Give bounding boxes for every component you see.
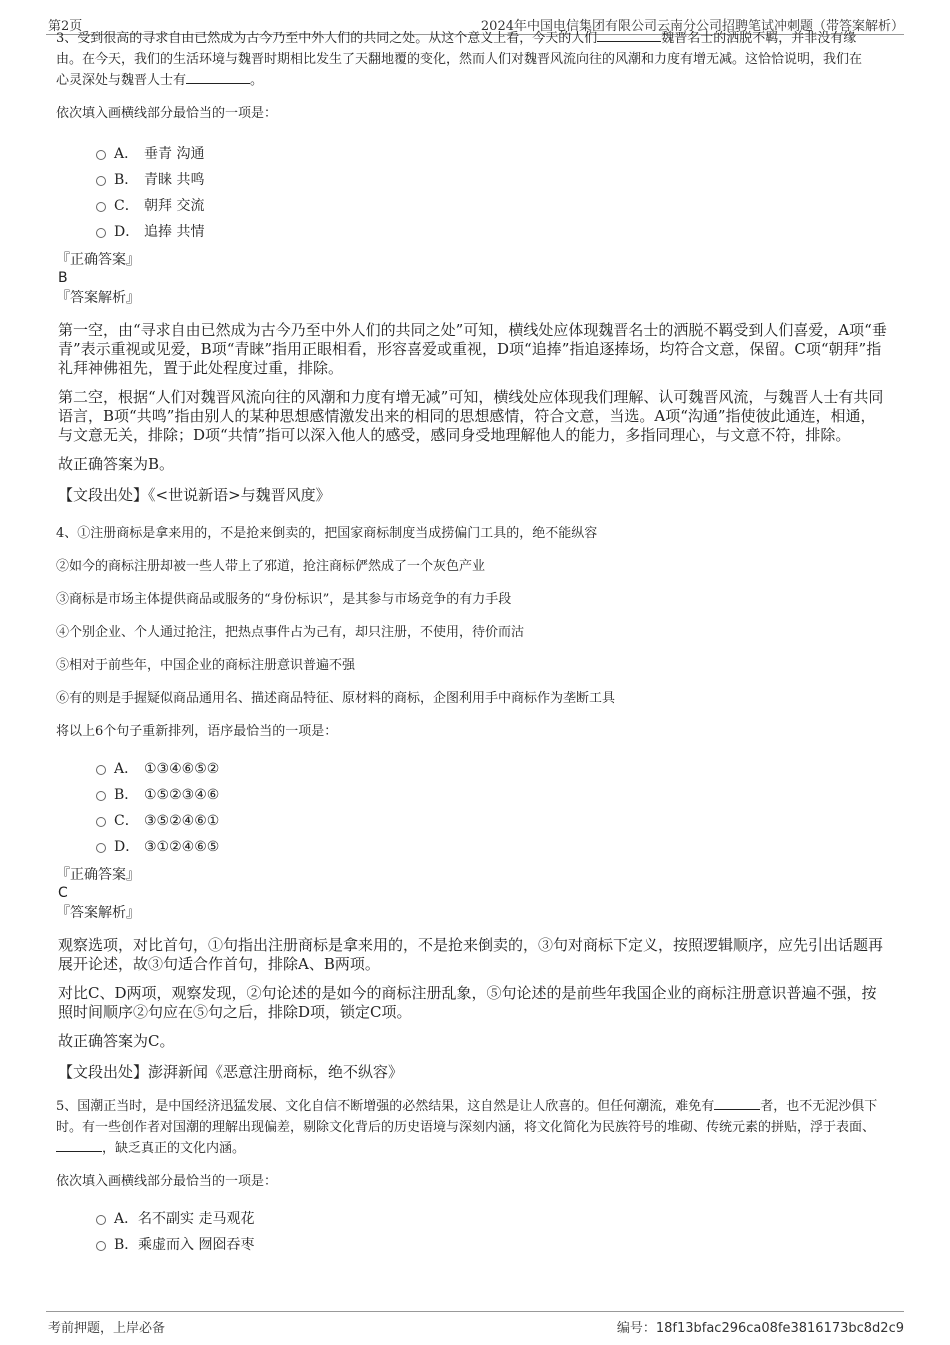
- q4-source: 【文段出处】澎湃新闻《恶意注册商标，绝不纵容》: [58, 1063, 404, 1081]
- document-code: [617, 1317, 904, 1336]
- q5-option-b[interactable]: [96, 1232, 890, 1258]
- q3-analysis-label: 『答案解析』: [56, 290, 140, 306]
- page-content: [56, 31, 890, 1258]
- q3-analysis-conclusion: 故正确答案为B。: [58, 455, 175, 473]
- q3-analysis-para-2: 第二空，根据“人们对魏晋风流向往的风潮和力度有增无减”可知，横线处应体现我们理解、认可魏晋风流，与魏晋人士有共同语言，B项“共鸣”指由别人的某种思想感情激发出来的相同的思想感情，符合文意，当选。A项“沟通”指使彼此通连，相通，与文意无关，排除；D项“共情”指可以深入他人的感受，感同身受地理解他人的能力，多指同理心，与文意不符，排除。: [58, 388, 884, 444]
- question-5: [56, 1096, 890, 1258]
- radio-button[interactable]: [96, 843, 106, 853]
- q4-sentence-2: ②如今的商标注册却被一些人带上了邪道，抢注商标俨然成了一个灰色产业: [56, 559, 486, 574]
- option-text: ①③④⑥⑤②: [144, 761, 220, 777]
- radio-button[interactable]: [96, 1241, 106, 1251]
- q3-stem-end: 。: [250, 73, 264, 88]
- q3-blank-1: [597, 29, 661, 42]
- q3-option-a[interactable]: [96, 141, 890, 167]
- document-code-label: 编号：: [616, 1321, 656, 1336]
- q3-stem-line1: 3、受到很高的寻求自由已然成为古今乃至中外人们的共同之处。从这个意义上看，今天的人们: [56, 31, 598, 46]
- option-letter: A．: [114, 1211, 139, 1227]
- q4-sentence-3: ③商标是市场主体提供商品或服务的“身份标识”，是其参与市场竞争的有力手段: [56, 592, 512, 607]
- option-text: 追捧 共情: [144, 224, 205, 240]
- q4-analysis-para-1: 观察选项，对比首句，①句指出注册商标是拿来用的，不是抢来倒卖的，③句对商标下定义，按照逻辑顺序，应先引出话题再展开论述，故③句适合作首句，排除A、B两项。: [58, 936, 884, 973]
- q3-option-d[interactable]: [96, 219, 890, 245]
- q3-stem: [56, 28, 890, 91]
- q5-blank-1: [714, 1097, 760, 1110]
- q4-option-b[interactable]: [96, 782, 890, 808]
- q5-stem-part-2: 者，也不无泥沙俱下时。有一些创作者对国潮的理解出现偏差，剔除文化背后的历史语境与深刻内涵，将文化简化为民族符号的堆砌、传统元素的拼贴，浮于表面、: [56, 1099, 878, 1135]
- q4-option-d[interactable]: [96, 834, 890, 860]
- page-number: 第2页: [48, 19, 83, 34]
- q5-option-a[interactable]: [96, 1206, 890, 1232]
- q4-analysis-label: 『答案解析』: [56, 905, 140, 921]
- option-text: 名不副实 走马观花: [138, 1211, 255, 1227]
- q3-stem-line1-after: 魏晋名士的洒脱不羁，并非没有缘: [661, 31, 857, 46]
- q5-options: [96, 1206, 890, 1258]
- document-code-value: 18f13bfac296ca08fe3816173bc8d2c9: [655, 1321, 904, 1336]
- option-text: 青睐 共鸣: [144, 172, 205, 188]
- radio-button[interactable]: [96, 176, 106, 186]
- option-letter: B．: [114, 172, 139, 188]
- q3-answer-label: 『正确答案』: [56, 252, 140, 268]
- radio-button[interactable]: [96, 228, 106, 238]
- option-text: 乘虚而入 囫囵吞枣: [138, 1237, 255, 1253]
- q4-answer-label: 『正确答案』: [56, 867, 140, 883]
- q4-option-a[interactable]: [96, 756, 890, 782]
- q4-sentence-4: ④个别企业、个人通过抢注，把热点事件占为己有，却只注册，不使用，待价而沽: [56, 625, 525, 640]
- q5-blank-2: [56, 1139, 102, 1152]
- q3-source: 【文段出处】《<世说新语>与魏晋风度》: [58, 486, 331, 504]
- option-text: 朝拜 交流: [144, 198, 205, 214]
- radio-button[interactable]: [96, 150, 106, 160]
- radio-button[interactable]: [96, 791, 106, 801]
- q4-options: [96, 756, 890, 860]
- option-letter: D．: [114, 839, 140, 855]
- q5-prompt: 依次填入画横线部分最恰当的一项是：: [56, 1174, 278, 1189]
- q4-option-c[interactable]: [96, 808, 890, 834]
- option-text: 垂青 沟通: [144, 146, 205, 162]
- option-letter: A．: [114, 146, 139, 162]
- option-letter: A．: [114, 761, 139, 777]
- option-letter: D．: [114, 224, 140, 240]
- q3-answer: B: [58, 270, 68, 286]
- option-text: ①⑤②③④⑥: [144, 787, 220, 803]
- q3-option-b[interactable]: [96, 167, 890, 193]
- radio-button[interactable]: [96, 765, 106, 775]
- q3-analysis-para-1: 第一空，由“寻求自由已然成为古今乃至中外人们的共同之处”可知，横线处应体现魏晋名士的洒脱不羁受到人们喜爱，A项“垂青”表示重视或见爱，B项“青睐”指用正眼相看，形容喜爱或重视，D项“追捧”指追逐捧场，均符合文意，保留。C项“朝拜”指礼拜神佛祖先，置于此处程度过重，排除。: [58, 321, 887, 377]
- q4-sentence-6: ⑥有的则是手握疑似商品通用名、描述商品特征、原材料的商标，企图利用手中商标作为垄断工具: [56, 691, 616, 706]
- radio-button[interactable]: [96, 202, 106, 212]
- q3-prompt: 依次填入画横线部分最恰当的一项是：: [56, 106, 278, 121]
- q3-stem-line2: 由。在今天，我们的生活环境与魏晋时期相比发生了天翻地覆的变化，然而人们对魏晋风流向往的风潮和力度有增无减。这恰恰说明，我们在: [56, 52, 863, 67]
- option-letter: B．: [114, 1237, 139, 1253]
- option-letter: C．: [114, 813, 139, 829]
- footer-slogan: 考前押题，上岸必备: [48, 1321, 166, 1336]
- option-text: ③①②④⑥⑤: [144, 839, 220, 855]
- page-footer: [46, 1311, 904, 1338]
- q4-prompt: 将以上6个句子重新排列，语序最恰当的一项是：: [56, 724, 338, 739]
- option-letter: C．: [114, 198, 139, 214]
- q4-sentence-5: ⑤相对于前些年，中国企业的商标注册意识普遍不强: [56, 658, 356, 673]
- q4-analysis-conclusion: 故正确答案为C。: [58, 1032, 175, 1050]
- option-text: ③⑤②④⑥①: [144, 813, 220, 829]
- question-3: [56, 28, 890, 505]
- q5-stem-part-3: ，缺乏真正的文化内涵。: [102, 1141, 246, 1156]
- radio-button[interactable]: [96, 1215, 106, 1225]
- q3-options: [96, 141, 890, 245]
- document-title: 2024年中国电信集团有限公司云南分公司招聘笔试冲刺题（带答案解析）: [480, 19, 904, 34]
- option-letter: B．: [114, 787, 139, 803]
- q3-option-c[interactable]: [96, 193, 890, 219]
- q4-sentence-1: 4、①注册商标是拿来用的，不是抢来倒卖的，把国家商标制度当成捞偏门工具的，绝不能纵容: [56, 526, 598, 541]
- q3-blank-2: [186, 71, 250, 84]
- q4-analysis-para-2: 对比C、D两项，观察发现，②句论述的是如今的商标注册乱象，⑤句论述的是前些年我国企业的商标注册意识普遍不强，按照时间顺序②句应在⑤句之后，排除D项，锁定C项。: [58, 984, 877, 1021]
- q5-stem-part-1: 5、国潮正当时，是中国经济迅猛发展、文化自信不断增强的必然结果，这自然是让人欣喜的。但任何潮流，难免有: [56, 1099, 715, 1114]
- q3-stem-line3: 心灵深处与魏晋人士有: [56, 73, 187, 88]
- q5-stem: [56, 1096, 890, 1159]
- radio-button[interactable]: [96, 817, 106, 827]
- question-4: [56, 523, 890, 1082]
- q4-answer: C: [58, 885, 68, 901]
